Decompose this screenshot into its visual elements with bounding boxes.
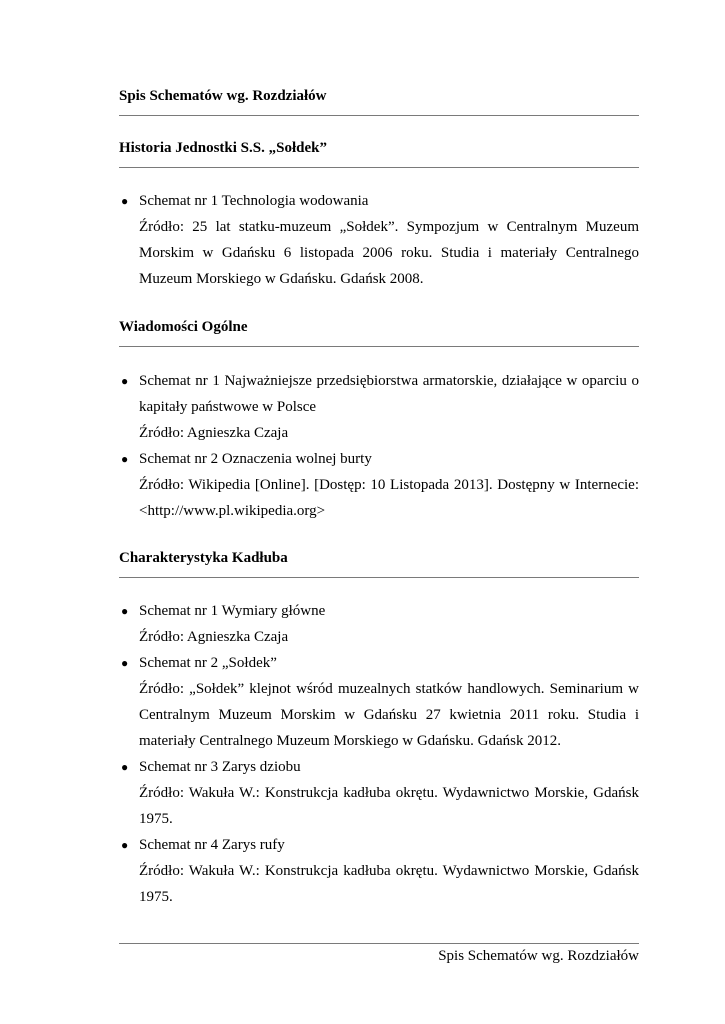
footer-divider (119, 943, 639, 944)
entry-source: Źródło: Agnieszka Czaja (139, 425, 289, 441)
bullet-icon: ● (121, 374, 129, 388)
entry-label: Schemat nr 1 Najważniejsze przedsiębiorstwa armatorskie, działające w oparciu o kapitały państwowe w Polsce (139, 373, 639, 415)
page-title: Spis Schematów wg. Rozdziałów (119, 87, 639, 116)
section-list-charakterystyka (119, 598, 639, 910)
bullet-icon: ● (121, 760, 129, 774)
entry-source: Źródło: Wikipedia [Online]. [Dostęp: 10 Listopada 2013]. Dostępny w Internecie: <http://www.pl.wikipedia.org> (139, 477, 639, 519)
entry-source: Źródło: Wakuła W.: Konstrukcja kadłuba okrętu. Wydawnictwo Morskie, Gdańsk 1975. (139, 863, 639, 905)
section-heading-charakterystyka: Charakterystyka Kadłuba (119, 549, 639, 578)
list-item (119, 598, 639, 650)
bullet-icon: ● (121, 656, 129, 670)
list-item (119, 368, 639, 446)
entry-label: Schemat nr 1 Technologia wodowania (139, 193, 369, 209)
page-footer: Spis Schematów wg. Rozdziałów (438, 948, 639, 964)
entry-source: Źródło: „Sołdek” klejnot wśród muzealnych statków handlowych. Seminarium w Centralnym Muzeum Morskim w Gdańsku 27 kwietnia 2011 roku. Studia i materiały Centralnego Muzeum Morskiego w Gdańsku. Gdańsk 2012. (139, 681, 639, 749)
section-list-wiadomosci (119, 368, 639, 524)
entry-label: Schemat nr 1 Wymiary główne (139, 603, 326, 619)
entry-source: Źródło: Agnieszka Czaja (139, 629, 289, 645)
section-heading-wiadomosci: Wiadomości Ogólne (119, 318, 639, 347)
entry-label: Schemat nr 2 Oznaczenia wolnej burty (139, 451, 372, 467)
entry-label: Schemat nr 3 Zarys dziobu (139, 759, 301, 775)
list-item (119, 832, 639, 910)
list-item (119, 650, 639, 754)
bullet-icon: ● (121, 452, 129, 466)
entry-source: Źródło: Wakuła W.: Konstrukcja kadłuba okrętu. Wydawnictwo Morskie, Gdańsk 1975. (139, 785, 639, 827)
section-list-historia (119, 188, 639, 292)
list-item (119, 754, 639, 832)
list-item (119, 188, 639, 292)
bullet-icon: ● (121, 604, 129, 618)
list-item (119, 446, 639, 524)
bullet-icon: ● (121, 838, 129, 852)
entry-label: Schemat nr 2 „Sołdek” (139, 655, 277, 671)
bullet-icon: ● (121, 194, 129, 208)
section-heading-historia: Historia Jednostki S.S. „Sołdek” (119, 139, 639, 168)
entry-label: Schemat nr 4 Zarys rufy (139, 837, 285, 853)
entry-source: Źródło: 25 lat statku-muzeum „Sołdek”. Sympozjum w Centralnym Muzeum Morskim w Gdańsku 6 listopada 2006 roku. Studia i materiały Centralnego Muzeum Morskiego w Gdańsku. Gdańsk 2008. (139, 219, 639, 287)
